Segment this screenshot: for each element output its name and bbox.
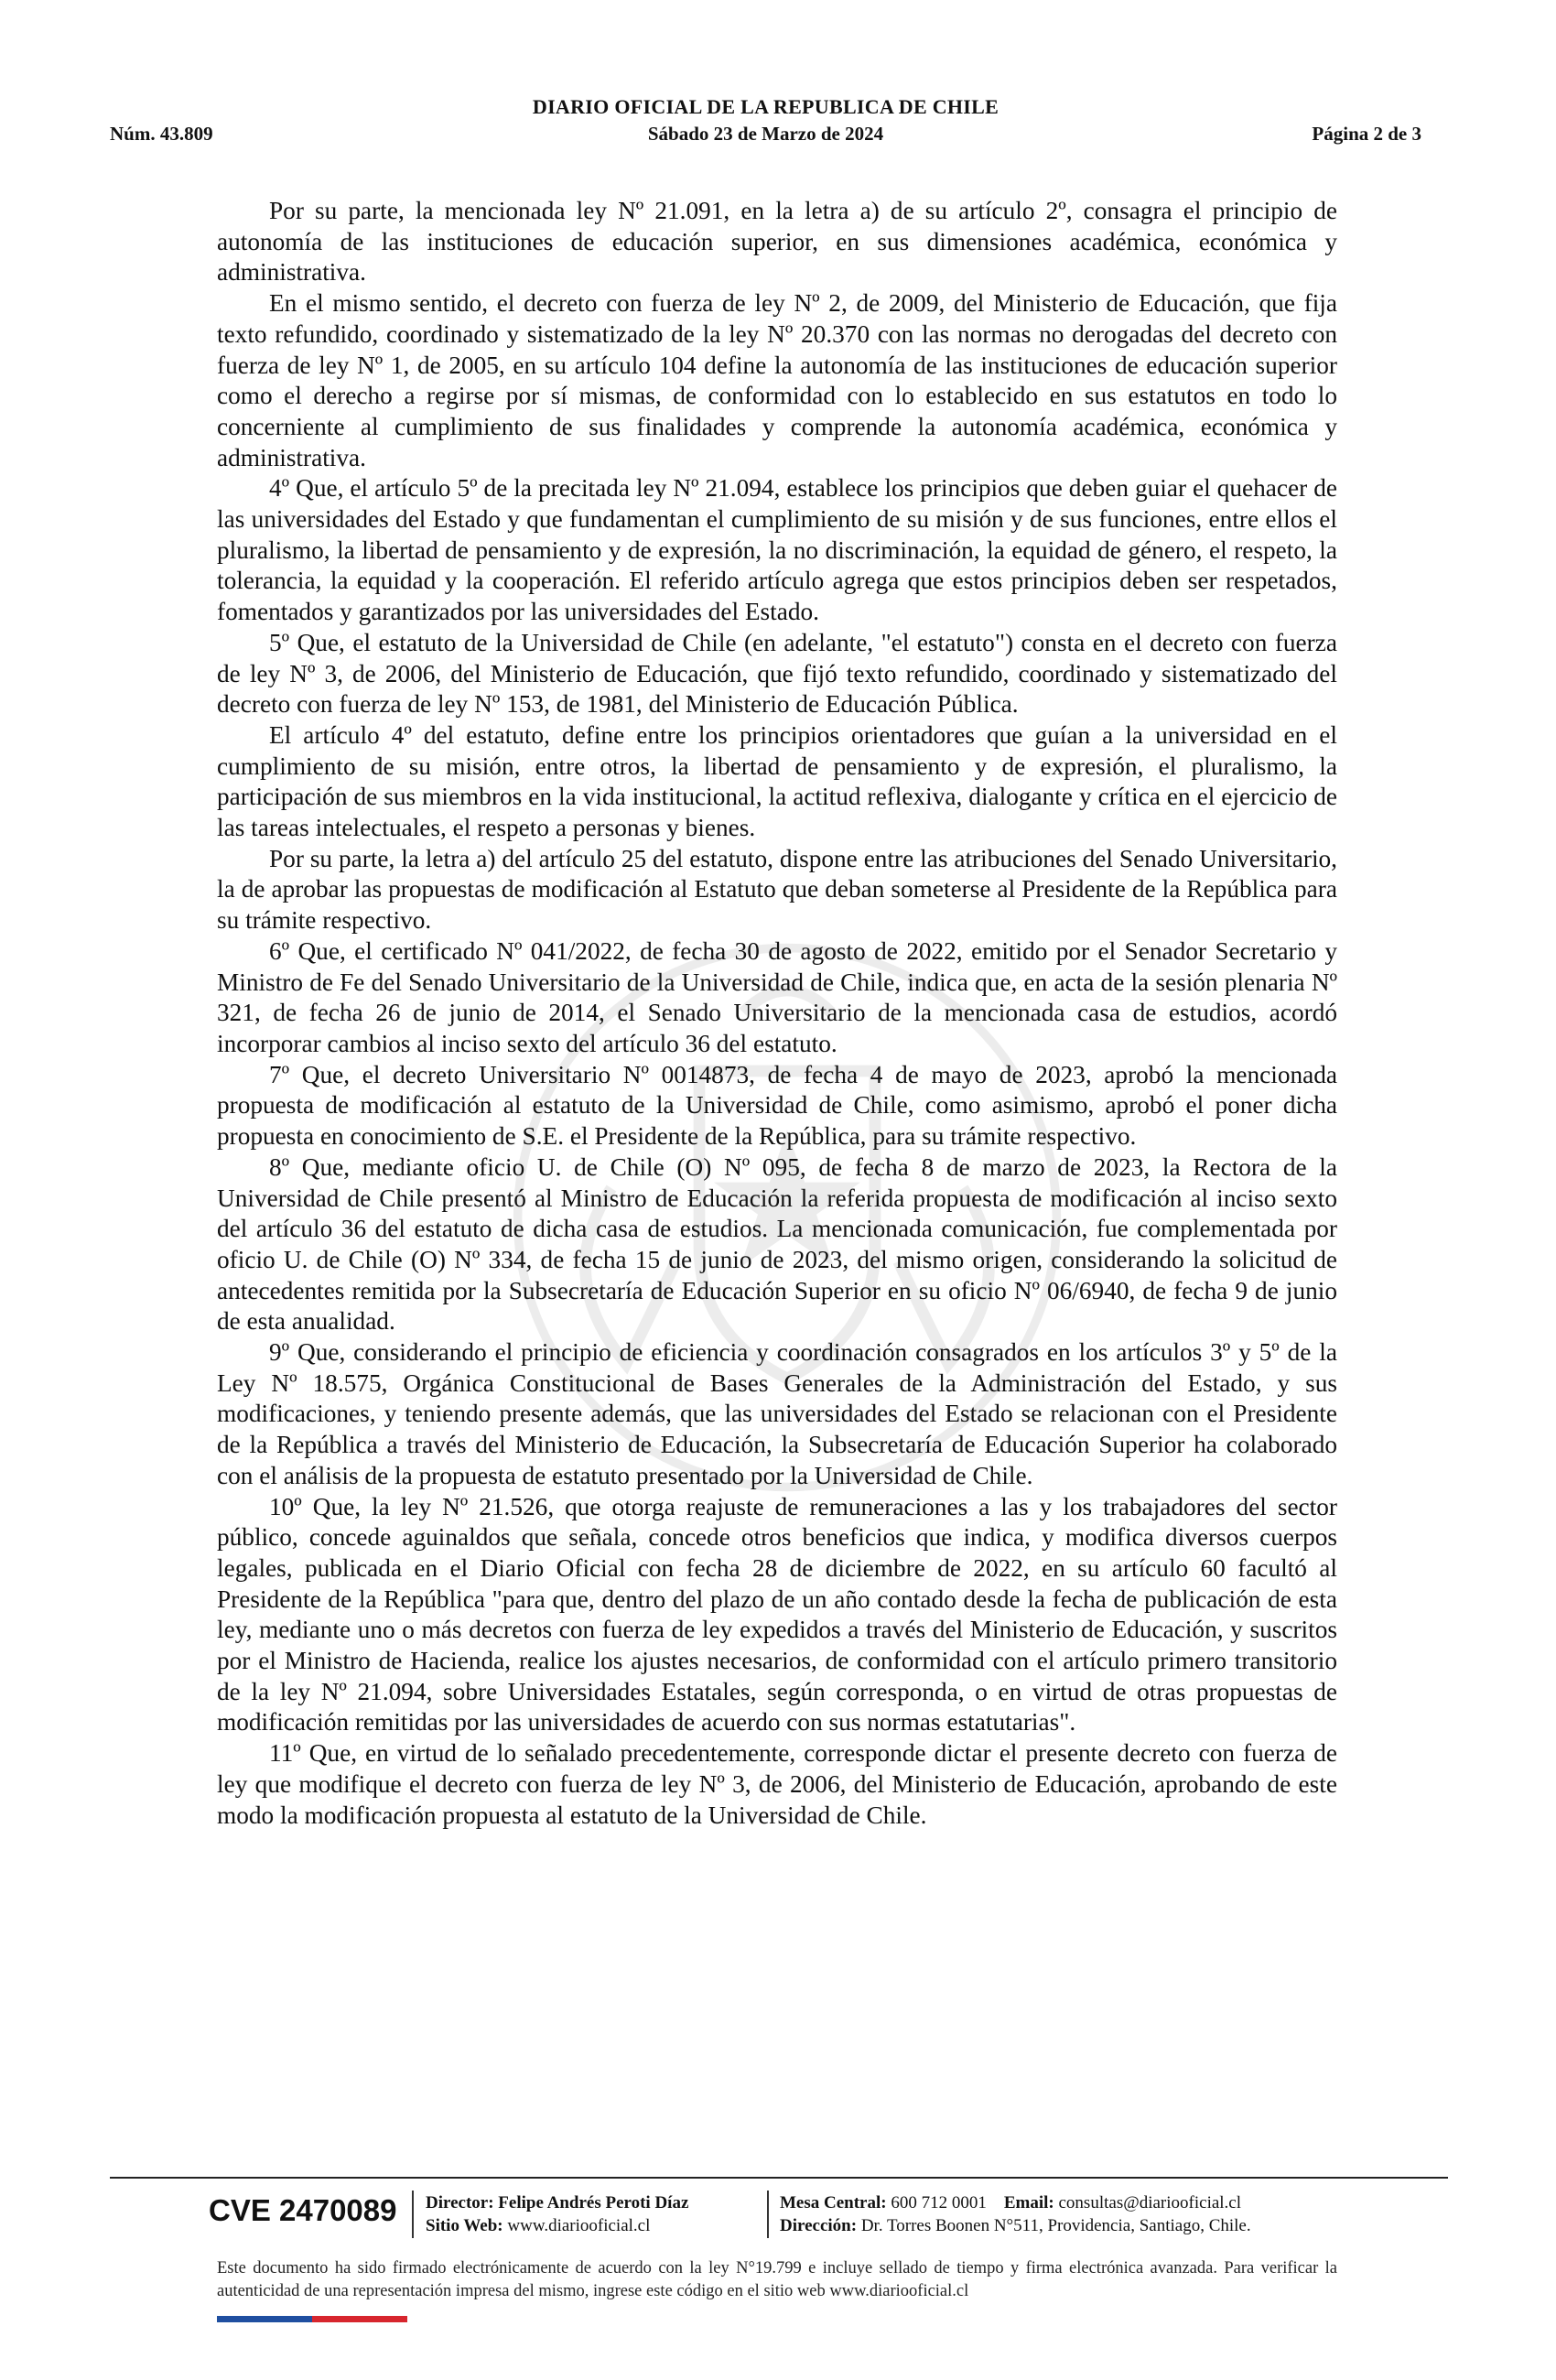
email-link[interactable]: consultas@diariooficial.cl: [1058, 2193, 1242, 2212]
paragraph: El artículo 4º del estatuto, define entre los principios orientadores que guían a la universidad en el cumplimiento de su misión, entre otros, la libertad de pensamiento y de expresión, el pluralismo, la participación de sus miembros en la vida institucional, la actitud reflexiva, dialogante y crítica en el ejercicio de las tareas intelectuales, el respeto a personas y bienes.: [217, 720, 1337, 842]
verification-notice: Este documento ha sido firmado electrónicamente de acuerdo con la ley N°19.799 e incluye sellado de tiempo y firma electrónica avanzada. Para verificar la autenticidad de una representación impresa del mismo, ingrese este código en el sitio web www.diariooficial.cl: [217, 2259, 1337, 2300]
paragraph: 8º Que, mediante oficio U. de Chile (O) Nº 095, de fecha 8 de marzo de 2023, la Rectora de la Universidad de Chile presentó al Ministro de Educación la referida propuesta de modificación al inciso sexto del artículo 36 del estatuto de dicha casa de estudios. La mencionada comunicación, fue complementada por oficio U. de Chile (O) Nº 334, de fecha 15 de junio de 2023, del mismo origen, considerando la solicitud de antecedentes remitida por la Subsecretaría de Educación Superior en su oficio Nº 06/6940, de fecha 9 de junio de esta anualidad.: [217, 1152, 1337, 1336]
paragraph: 6º Que, el certificado Nº 041/2022, de fecha 30 de agosto de 2022, emitido por el Senador Secretario y Ministro de Fe del Senado Universitario de la Universidad de Chile, indica que, en acta de la sesión plenaria Nº 321, de fecha 26 de junio de 2014, el Senado Universitario de la mencionada casa de estudios, acordó incorporar cambios al inciso sexto del artículo 36 del estatuto.: [217, 936, 1337, 1057]
mesa-label: Mesa Central:: [780, 2193, 887, 2212]
footer-separator: [412, 2191, 414, 2238]
flag-red-segment: [312, 2316, 407, 2322]
web-link[interactable]: www.diariooficial.cl: [507, 2216, 651, 2235]
page-header: [110, 92, 1421, 149]
issue-number: Núm. 43.809: [110, 123, 213, 145]
paragraph: 5º Que, el estatuto de la Universidad de Chile (en adelante, "el estatuto") consta en el decreto con fuerza de ley Nº 3, de 2006, del Ministerio de Educación, que fijó texto refundido, coordinado y sistematizado del decreto con fuerza de ley Nº 153, de 1981, del Ministerio de Educación Pública.: [217, 628, 1337, 719]
page-number: Página 2 de 3: [1312, 123, 1421, 145]
gazette-title: DIARIO OFICIAL DE LA REPUBLICA DE CHILE: [532, 95, 1000, 118]
issue-date: Sábado 23 de Marzo de 2024: [647, 123, 884, 145]
contact-info: [780, 2191, 1251, 2237]
paragraph: En el mismo sentido, el decreto con fuerza de ley Nº 2, de 2009, del Ministerio de Educación, que fija texto refundido, coordinado y sistematizado de la ley Nº 20.370 con las normas no derogadas del decreto con fuerza de ley Nº 1, de 2005, en su artículo 104 define la autonomía de las instituciones de educación superior como el derecho a regirse por sí mismas, de conformidad con lo establecido en sus estatutos en todo lo concerniente al cumplimiento de sus finalidades y comprende la autonomía académica, económica y administrativa.: [217, 289, 1337, 471]
footer-separator: [767, 2191, 769, 2238]
director-label: Director:: [426, 2193, 494, 2212]
paragraph: 10º Que, la ley Nº 21.526, que otorga reajuste de remuneraciones a las y los trabajadores del sector público, concede aguinaldos que señala, concede otros beneficios que indica, y modifica diversos cuerpos legales, publicada en el Diario Oficial con fecha 28 de diciembre de 2022, en su artículo 60 facultó al Presidente de la República "para que, dentro del plazo de un año contado desde la fecha de publicación de esta ley, mediante uno o más decretos con fuerza de ley expedidos a través del Ministerio de Educación, y suscritos por el Ministro de Hacienda, realice los ajustes necesarios, de conformidad con el artículo primero transitorio de la ley Nº 21.094, sobre Universidades Estatales, según corresponda, o en virtud de otras propuestas de modificación remitidas por las universidades de acuerdo con sus normas estatutarias".: [217, 1492, 1337, 1736]
address-label: Dirección:: [780, 2216, 858, 2235]
paragraph: 4º Que, el artículo 5º de la precitada ley Nº 21.094, establece los principios que deben guiar el quehacer de las universidades del Estado y que fundamentan el cumplimiento de su misión y de sus funciones, entre ellos el pluralismo, la libertad de pensamiento y de expresión, la no discriminación, la equidad de género, el respeto, la tolerancia, la equidad y la cooperación. El referido artículo agrega que estos principios deben ser respetados, fomentados y garantizados por las universidades del Estado.: [217, 474, 1337, 626]
paragraph: Por su parte, la letra a) del artículo 25 del estatuto, dispone entre las atribuciones del Senado Universitario, la de aprobar las propuestas de modificación al Estatuto que deban someterse al Presidente de la República para su trámite respectivo.: [217, 844, 1337, 935]
paragraph: 7º Que, el decreto Universitario Nº 0014873, de fecha 4 de mayo de 2023, aprobó la mencionada propuesta de modificación al estatuto de la Universidad de Chile, como asimismo, aprobó el poner dicha propuesta en conocimiento de S.E. el Presidente de la República, para su trámite respectivo.: [217, 1060, 1337, 1151]
director-info: [426, 2191, 688, 2237]
web-label: Sitio Web:: [426, 2216, 503, 2235]
footer-divider: [110, 2177, 1448, 2179]
flag-blue-segment: [217, 2316, 312, 2322]
mesa-phone: 600 712 0001: [891, 2193, 987, 2212]
cve-code: CVE 2470089: [209, 2193, 397, 2227]
address-value: Dr. Torres Boonen N°511, Providencia, Santiago, Chile.: [860, 2216, 1251, 2235]
decree-body: [217, 196, 1337, 1831]
email-label: Email:: [1003, 2193, 1054, 2212]
paragraph: Por su parte, la mencionada ley Nº 21.091, en la letra a) de su artículo 2º, consagra el principio de autonomía de las instituciones de educación superior, en sus dimensiones académica, económica y administrativa.: [217, 197, 1337, 287]
paragraph: 9º Que, considerando el principio de eficiencia y coordinación consagrados en los artículos 3º y 5º de la Ley Nº 18.575, Orgánica Constitucional de Bases Generales de la Administración del Estado, y sus modificaciones, y teniendo presente además, que las universidades del Estado se relacionan con el Presidente de la República a través del Ministerio de Educación, la Subsecretaría de Educación Superior ha colaborado con el análisis de la propuesta de estatuto presentado por la Universidad de Chile.: [217, 1338, 1337, 1489]
director-name: Felipe Andrés Peroti Díaz: [498, 2193, 689, 2212]
flag-stripe: [217, 2316, 407, 2322]
paragraph: 11º Que, en virtud de lo señalado precedentemente, corresponde dictar el presente decreto con fuerza de ley que modifique el decreto con fuerza de ley Nº 3, de 2006, del Ministerio de Educación, aprobando de este modo la modificación propuesta al estatuto de la Universidad de Chile.: [217, 1739, 1337, 1829]
